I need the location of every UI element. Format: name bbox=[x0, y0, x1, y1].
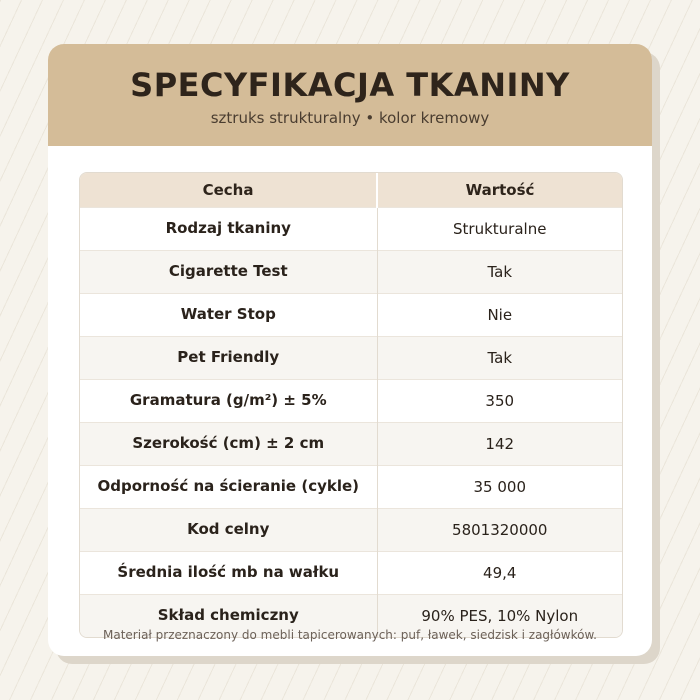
value-cell: 142 bbox=[377, 423, 622, 466]
table-header-row bbox=[80, 173, 622, 208]
feature-cell: Gramatura (g/m²) ± 5% bbox=[80, 380, 377, 423]
feature-cell: Szerokość (cm) ± 2 cm bbox=[80, 423, 377, 466]
table-row bbox=[80, 466, 622, 509]
table-row bbox=[80, 552, 622, 595]
footer-note: Materiał przeznaczony do mebli tapicerowanych: puf, ławek, siedzisk i zagłówków. bbox=[103, 628, 597, 642]
column-header-value: Wartość bbox=[377, 173, 622, 208]
feature-cell: Średnia ilość mb na wałku bbox=[80, 552, 377, 595]
table-row bbox=[80, 423, 622, 466]
value-cell: Tak bbox=[377, 251, 622, 294]
feature-cell: Skład chemiczny bbox=[80, 595, 377, 638]
spec-table bbox=[80, 173, 622, 637]
card-header bbox=[48, 44, 652, 146]
table-row bbox=[80, 208, 622, 251]
value-cell: Tak bbox=[377, 337, 622, 380]
value-cell: Nie bbox=[377, 294, 622, 337]
table-body bbox=[80, 208, 622, 638]
page-title: SPECYFIKACJA TKANINY bbox=[130, 66, 570, 104]
table-header bbox=[80, 173, 622, 208]
feature-cell: Kod celny bbox=[80, 509, 377, 552]
feature-cell: Water Stop bbox=[80, 294, 377, 337]
feature-cell: Rodzaj tkaniny bbox=[80, 208, 377, 251]
spec-table-container bbox=[79, 172, 623, 638]
value-cell: 35 000 bbox=[377, 466, 622, 509]
feature-cell: Pet Friendly bbox=[80, 337, 377, 380]
table-row bbox=[80, 509, 622, 552]
value-cell: Strukturalne bbox=[377, 208, 622, 251]
value-cell: 5801320000 bbox=[377, 509, 622, 552]
spec-card bbox=[48, 44, 652, 656]
feature-cell: Odporność na ścieranie (cykle) bbox=[80, 466, 377, 509]
value-cell: 90% PES, 10% Nylon bbox=[377, 595, 622, 638]
table-row bbox=[80, 380, 622, 423]
table-row bbox=[80, 294, 622, 337]
value-cell: 350 bbox=[377, 380, 622, 423]
column-header-feature: Cecha bbox=[80, 173, 377, 208]
table-row bbox=[80, 337, 622, 380]
value-cell: 49,4 bbox=[377, 552, 622, 595]
feature-cell: Cigarette Test bbox=[80, 251, 377, 294]
page-subtitle: sztruks strukturalny • kolor kremowy bbox=[210, 109, 490, 127]
table-row bbox=[80, 251, 622, 294]
